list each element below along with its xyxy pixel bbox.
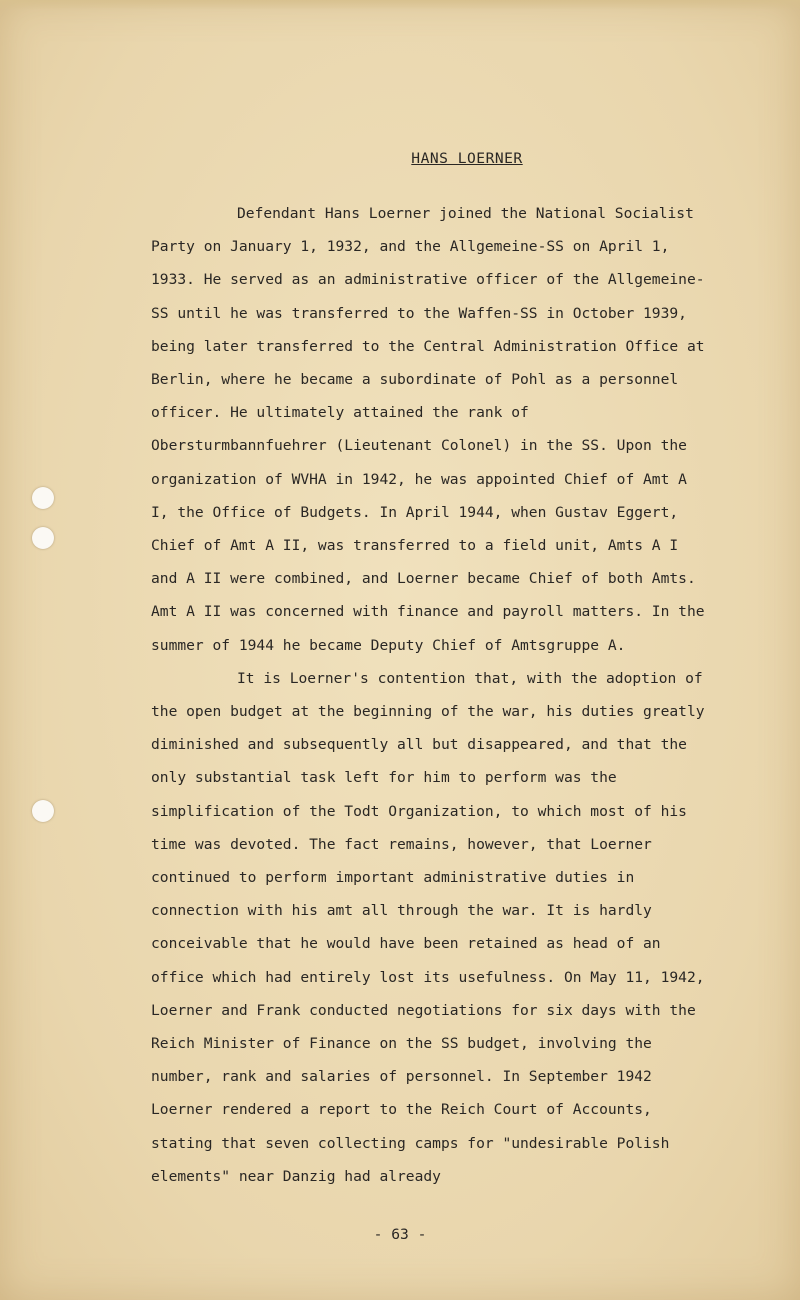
page-top-edge: [0, 0, 800, 10]
binder-hole-1: [32, 487, 54, 509]
paragraph-2: It is Loerner's contention that, with the adoption of the open budget at the beginning of the war, his duties greatly diminished and subsequently all but disappeared, and that the only substantial task left for him to perform was the simplification of the Todt Organization, to which most of his time was devoted. The fact remains, however, that Loerner continued to perform important administrative duties in connection with his amt all through the war. It is hardly conceivable that he would have been retained as head of an office which had entirely lost its usefulness. On May 11, 1942, Loerner and Frank conducted negotiations for six days with the Reich Minister of Finance on the SS budget, involving the number, rank and salaries of personnel. In September 1942 Loerner rendered a report to the Reich Court of Accounts, stating that seven collecting camps for "undesirable Polish elements" near Danzig had already: [151, 669, 705, 1185]
binder-hole-3: [32, 800, 54, 822]
paragraph-1: Defendant Hans Loerner joined the National Socialist Party on January 1, 1932, and the Allgemeine-SS on April 1, 1933. He served as an administrative officer of the Allgemeine-SS until he was transferred to the Waffen-SS in October 1939, being later transferred to the Central Administration Office at Berlin, where he became a subordinate of Pohl as a personnel officer. He ultimately attained the rank of Obersturmbannfuehrer (Lieutenant Colonel) in the SS. Upon the organization of WVHA in 1942, he was appointed Chief of Amt A I, the Office of Budgets. In April 1944, when Gustav Eggert, Chief of Amt A II, was transferred to a field unit, Amts A I and A II were combined, and Loerner became Chief of both Amts. Amt A II was concerned with finance and payroll matters. In the summer of 1944 he became Deputy Chief of Amtsgruppe A.: [151, 205, 705, 654]
page-number: - 63 -: [373, 1226, 427, 1243]
binder-hole-2: [32, 527, 54, 549]
document-title: HANS LOERNER: [411, 150, 523, 167]
document-body: [151, 150, 711, 1193]
